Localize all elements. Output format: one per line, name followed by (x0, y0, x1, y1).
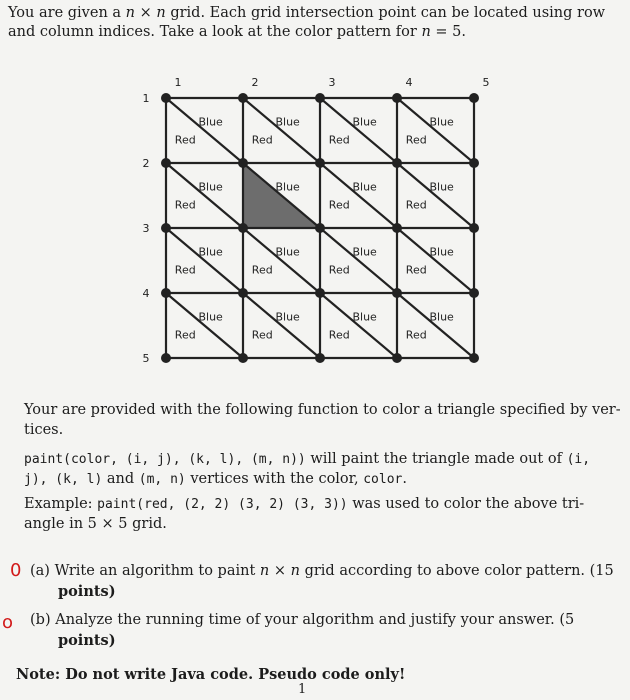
label-blue: Blue (352, 310, 377, 324)
label-red: Red (174, 328, 196, 342)
row-index-label: 1 (142, 92, 150, 105)
row-index-label: 2 (142, 157, 150, 170)
label-blue: Blue (275, 180, 300, 194)
grid-vertex (469, 353, 479, 363)
label-blue: Blue (429, 180, 454, 194)
grid-vertex (392, 288, 402, 298)
note: Note: Do not write Java code. Pseudo code only! (16, 666, 406, 683)
label-red: Red (251, 328, 273, 342)
function-line-6: angle in 5 × 5 grid. (24, 516, 167, 532)
label-blue: Blue (352, 115, 377, 129)
handwritten-mark-b: o (2, 612, 14, 633)
grid-vertex (315, 288, 325, 298)
label-red: Red (405, 263, 427, 277)
grid-vertex (161, 353, 171, 363)
grid-vertex (469, 158, 479, 168)
grid-diagonal (166, 228, 243, 293)
grid-vertex (392, 158, 402, 168)
grid-diagonal (243, 228, 320, 293)
grid-diagonal (166, 163, 243, 228)
label-red: Red (405, 328, 427, 342)
grid-diagonal (320, 163, 397, 228)
grid-vertex (161, 93, 171, 103)
function-line-5: Example: paint(red, (2, 2) (3, 2) (3, 3)) was used to color the above tri- (24, 496, 585, 512)
question-a-line-1: (a) Write an algorithm to paint n × n grid according to above color pattern. (15 (30, 563, 614, 579)
label-blue: Blue (198, 245, 223, 259)
grid-diagonal (397, 163, 474, 228)
grid-vertex (315, 93, 325, 103)
function-line-1: Your are provided with the following function to color a triangle specified by ver- (24, 402, 621, 418)
grid-diagonal (397, 228, 474, 293)
grid-vertex (315, 158, 325, 168)
grid-vertex (315, 223, 325, 233)
function-line-3: paint(color, (i, j), (k, l), (m, n)) will paint the triangle made out of (i, (24, 451, 591, 467)
row-index-label: 3 (142, 222, 150, 235)
label-blue: Blue (429, 310, 454, 324)
question-b-line-1: (b) Analyze the running time of your algorithm and justify your answer. (5 (30, 612, 575, 628)
label-blue: Blue (275, 115, 300, 129)
question-b-line-2: points) (58, 632, 116, 649)
grid-vertex (469, 93, 479, 103)
intro-line-1: You are given a n × n grid. Each grid intersection point can be located using row (8, 5, 606, 21)
grid-diagonal (320, 228, 397, 293)
label-red: Red (328, 133, 350, 147)
grid-vertex (238, 353, 248, 363)
label-red: Red (328, 328, 350, 342)
label-blue: Blue (275, 310, 300, 324)
label-red: Red (328, 198, 350, 212)
label-red: Red (251, 133, 273, 147)
grid-diagonal (397, 98, 474, 163)
label-blue: Blue (352, 245, 377, 259)
label-red: Red (174, 133, 196, 147)
function-line-4: j), (k, l) and (m, n) vertices with the color, color. (24, 471, 407, 487)
row-index-label: 5 (142, 352, 150, 365)
label-red: Red (405, 198, 427, 212)
column-index-label: 1 (174, 76, 182, 89)
grid-diagonal (397, 293, 474, 358)
label-red: Red (174, 263, 196, 277)
label-red: Red (405, 133, 427, 147)
grid-vertex (161, 223, 171, 233)
label-blue: Blue (275, 245, 300, 259)
grid-vertex (238, 223, 248, 233)
label-blue: Blue (352, 180, 377, 194)
label-red: Red (174, 198, 196, 212)
handwritten-mark-a: 0 (10, 560, 22, 581)
page-number: 1 (298, 682, 307, 697)
label-blue: Blue (198, 310, 223, 324)
label-red: Red (251, 263, 273, 277)
grid-diagonal (243, 98, 320, 163)
column-index-label: 4 (405, 76, 413, 89)
grid-vertex (238, 93, 248, 103)
intro-line-2: and column indices. Take a look at the color pattern for n = 5. (8, 24, 466, 40)
function-line-2: tices. (24, 422, 64, 438)
grid-diagonal (166, 293, 243, 358)
grid-vertex (238, 158, 248, 168)
question-a-line-2: points) (58, 583, 116, 600)
grid-diagonal (166, 98, 243, 163)
grid-diagonal (243, 293, 320, 358)
grid-diagonal (320, 98, 397, 163)
grid-vertex (161, 158, 171, 168)
label-blue: Blue (198, 180, 223, 194)
grid-vertex (315, 353, 325, 363)
column-index-label: 5 (482, 76, 490, 89)
grid-vertex (392, 223, 402, 233)
grid-vertex (392, 93, 402, 103)
row-index-label: 4 (142, 287, 150, 300)
label-blue: Blue (429, 115, 454, 129)
grid-diagonal (320, 293, 397, 358)
grid-vertex (392, 353, 402, 363)
label-red: Red (328, 263, 350, 277)
grid-vertex (469, 223, 479, 233)
label-blue: Blue (429, 245, 454, 259)
label-blue: Blue (198, 115, 223, 129)
grid-vertex (161, 288, 171, 298)
column-index-label: 3 (328, 76, 336, 89)
triangle-labels (143, 76, 490, 365)
grid-vertex (469, 288, 479, 298)
grid-vertex (238, 288, 248, 298)
column-index-label: 2 (251, 76, 259, 89)
